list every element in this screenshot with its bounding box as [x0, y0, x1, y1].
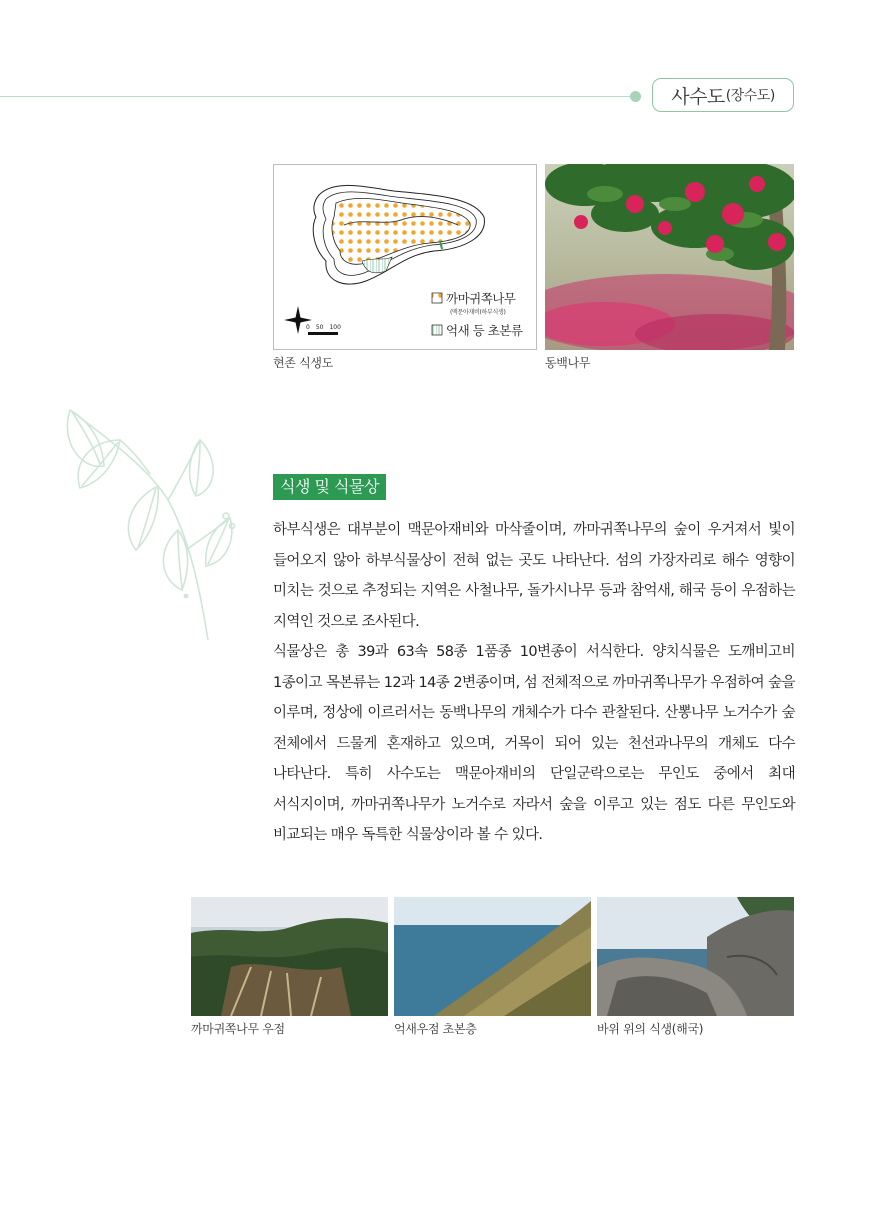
section-body [273, 515, 795, 851]
header-dot [630, 91, 641, 102]
camellia-photo [545, 164, 794, 350]
body-paragraph: 하부식생은 대부분이 맥문아재비와 마삭줄이며, 까마귀쪽나무의 숲이 우거져서 빛이 들어오지 않아 하부식물상이 전혀 없는 곳도 나타난다. 섬의 가장자리로 해수 영향이 미치는 것으로 추정되는 지역은 사철나무, 돌가시나무 등과 참억새, 해국 등이 우점하는 지역인 것으로 조사된다. [273, 522, 795, 630]
scale-bar [308, 332, 338, 335]
chapter-tab [652, 78, 794, 112]
scale-label: 100 [329, 324, 341, 331]
header-rule [0, 96, 632, 97]
legend-grass-swatch [432, 325, 442, 335]
legend-label-grass: 억새 등 초본류 [446, 323, 523, 338]
section-title: 식생 및 식물상 [273, 474, 386, 500]
chapter-title: 사수도 [671, 85, 725, 108]
legend-sublabel-trees: (맥문아재비(하부식생) [450, 309, 506, 316]
photo-rocks [597, 897, 794, 1016]
chapter-subtitle: (장수도) [725, 88, 775, 104]
scale-labels [306, 324, 341, 331]
scale-label: 50 [315, 324, 324, 331]
leaf-decoration-icon [50, 400, 240, 645]
legend-label-trees: 까마귀쪽나무 [446, 291, 516, 306]
photo-forest [191, 897, 388, 1016]
camellia-caption: 동백나무 [545, 356, 591, 370]
scale-label: 0 [306, 324, 310, 331]
photo-rocks-caption: 바위 위의 식생(해국) [597, 1022, 704, 1036]
body-paragraph: 식물상은 총 39과 63속 58종 1품종 10변종이 서식한다. 양치식물은 도깨비고비 1종이고 목본류는 12과 14종 2변종이며, 섬 전체적으로 까마귀쪽나무가 우점하여 숲을 이루며, 정상에 이르러서는 동백나무의 개체수가 다수 관찰된다. 산뽕나무 노거수가 숲 전체에서 드물게 혼재하고 있으며, 거목이 되어 있는 천선과나무의 개체도 다수 나타난다. 특히 사수도는 맥문아재비의 단일군락으로는 무인도 중에서 최대 서식지이며, 까마귀쪽나무가 노거수로 자라서 숲을 이루고 있는 점도 다른 무인도와 비교되는 매우 독특한 식물상이라 볼 수 있다. [273, 644, 795, 843]
vegetation-map [273, 164, 537, 350]
photo-forest-caption: 까마귀쪽나무 우점 [191, 1022, 285, 1036]
photo-grass-caption: 억새우점 초본층 [394, 1022, 477, 1036]
photo-grass [394, 897, 591, 1016]
map-caption: 현존 식생도 [273, 356, 333, 370]
